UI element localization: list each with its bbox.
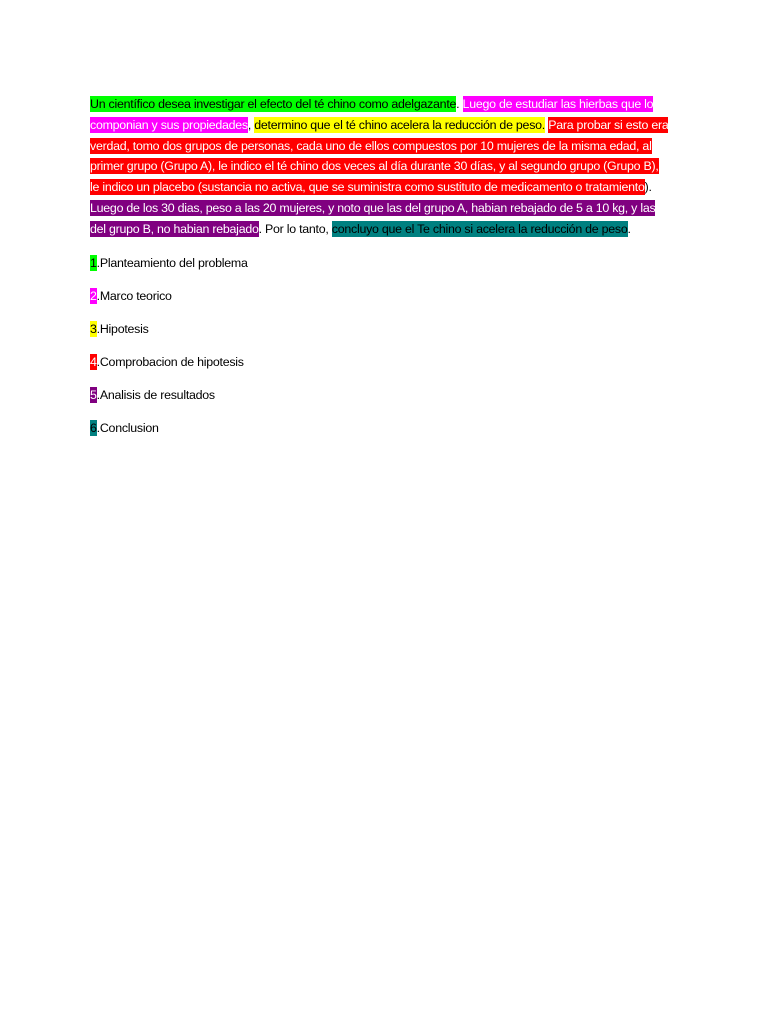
- segment-hypothesis-testing: Para probar si esto era verdad, tomo dos grupos de personas, cada uno de ellos compuestos por 10 mujeres de la misma edad, al primer grupo (Grupo A), le indico el té chino dos veces al día durante 30 días, y al segundo grupo (Grupo B), le indico un placebo (sustancia no activa, que se suministra como sustituto de medicamento o tratamiento: [90, 117, 669, 195]
- highlighted-paragraph: [90, 94, 670, 240]
- segment-hypothesis: determino que el té chino acelera la reducción de peso.: [254, 117, 545, 132]
- list-item: [90, 386, 670, 404]
- legend-list: [90, 254, 670, 437]
- segment-separator: ).: [644, 180, 652, 195]
- document-page: [90, 94, 670, 452]
- list-label: .Planteamiento del problema: [96, 255, 248, 270]
- segment-separator: ,: [247, 117, 255, 132]
- list-label: .Comprobacion de hipotesis: [96, 354, 244, 369]
- list-item: [90, 287, 670, 305]
- list-item: [90, 419, 670, 437]
- list-label: .Marco teorico: [96, 288, 172, 303]
- segment-problem-statement: Un científico desea investigar el efecto del té chino como adelgazante: [90, 97, 457, 111]
- list-number: 4: [90, 354, 97, 369]
- list-number: 3: [90, 321, 97, 336]
- list-label: .Hipotesis: [96, 321, 149, 336]
- list-number: 1: [90, 255, 97, 270]
- segment-separator: .: [627, 221, 631, 236]
- segment-separator: .: [456, 97, 463, 111]
- list-item: [90, 320, 670, 338]
- list-number: 5: [90, 387, 97, 402]
- segment-conclusion: concluyo que el Te chino si acelera la reducción de peso: [331, 221, 628, 236]
- list-label: .Analisis de resultados: [96, 387, 215, 402]
- segment-separator: . Por lo tanto,: [258, 221, 332, 236]
- list-number: 6: [90, 420, 97, 435]
- segment-results-analysis: Luego de los 30 dias, peso a las 20 mujeres, y noto que las del grupo A, habian rebajado de 5 a 10 kg, y las del grupo B, no habian rebajado: [90, 200, 656, 236]
- list-item: [90, 353, 670, 371]
- segment-theoretical-framework: Luego de estudiar las hierbas que lo componian y sus propiedades: [90, 97, 654, 132]
- list-item: [90, 254, 670, 272]
- list-number: 2: [90, 288, 97, 303]
- list-label: .Conclusion: [96, 420, 159, 435]
